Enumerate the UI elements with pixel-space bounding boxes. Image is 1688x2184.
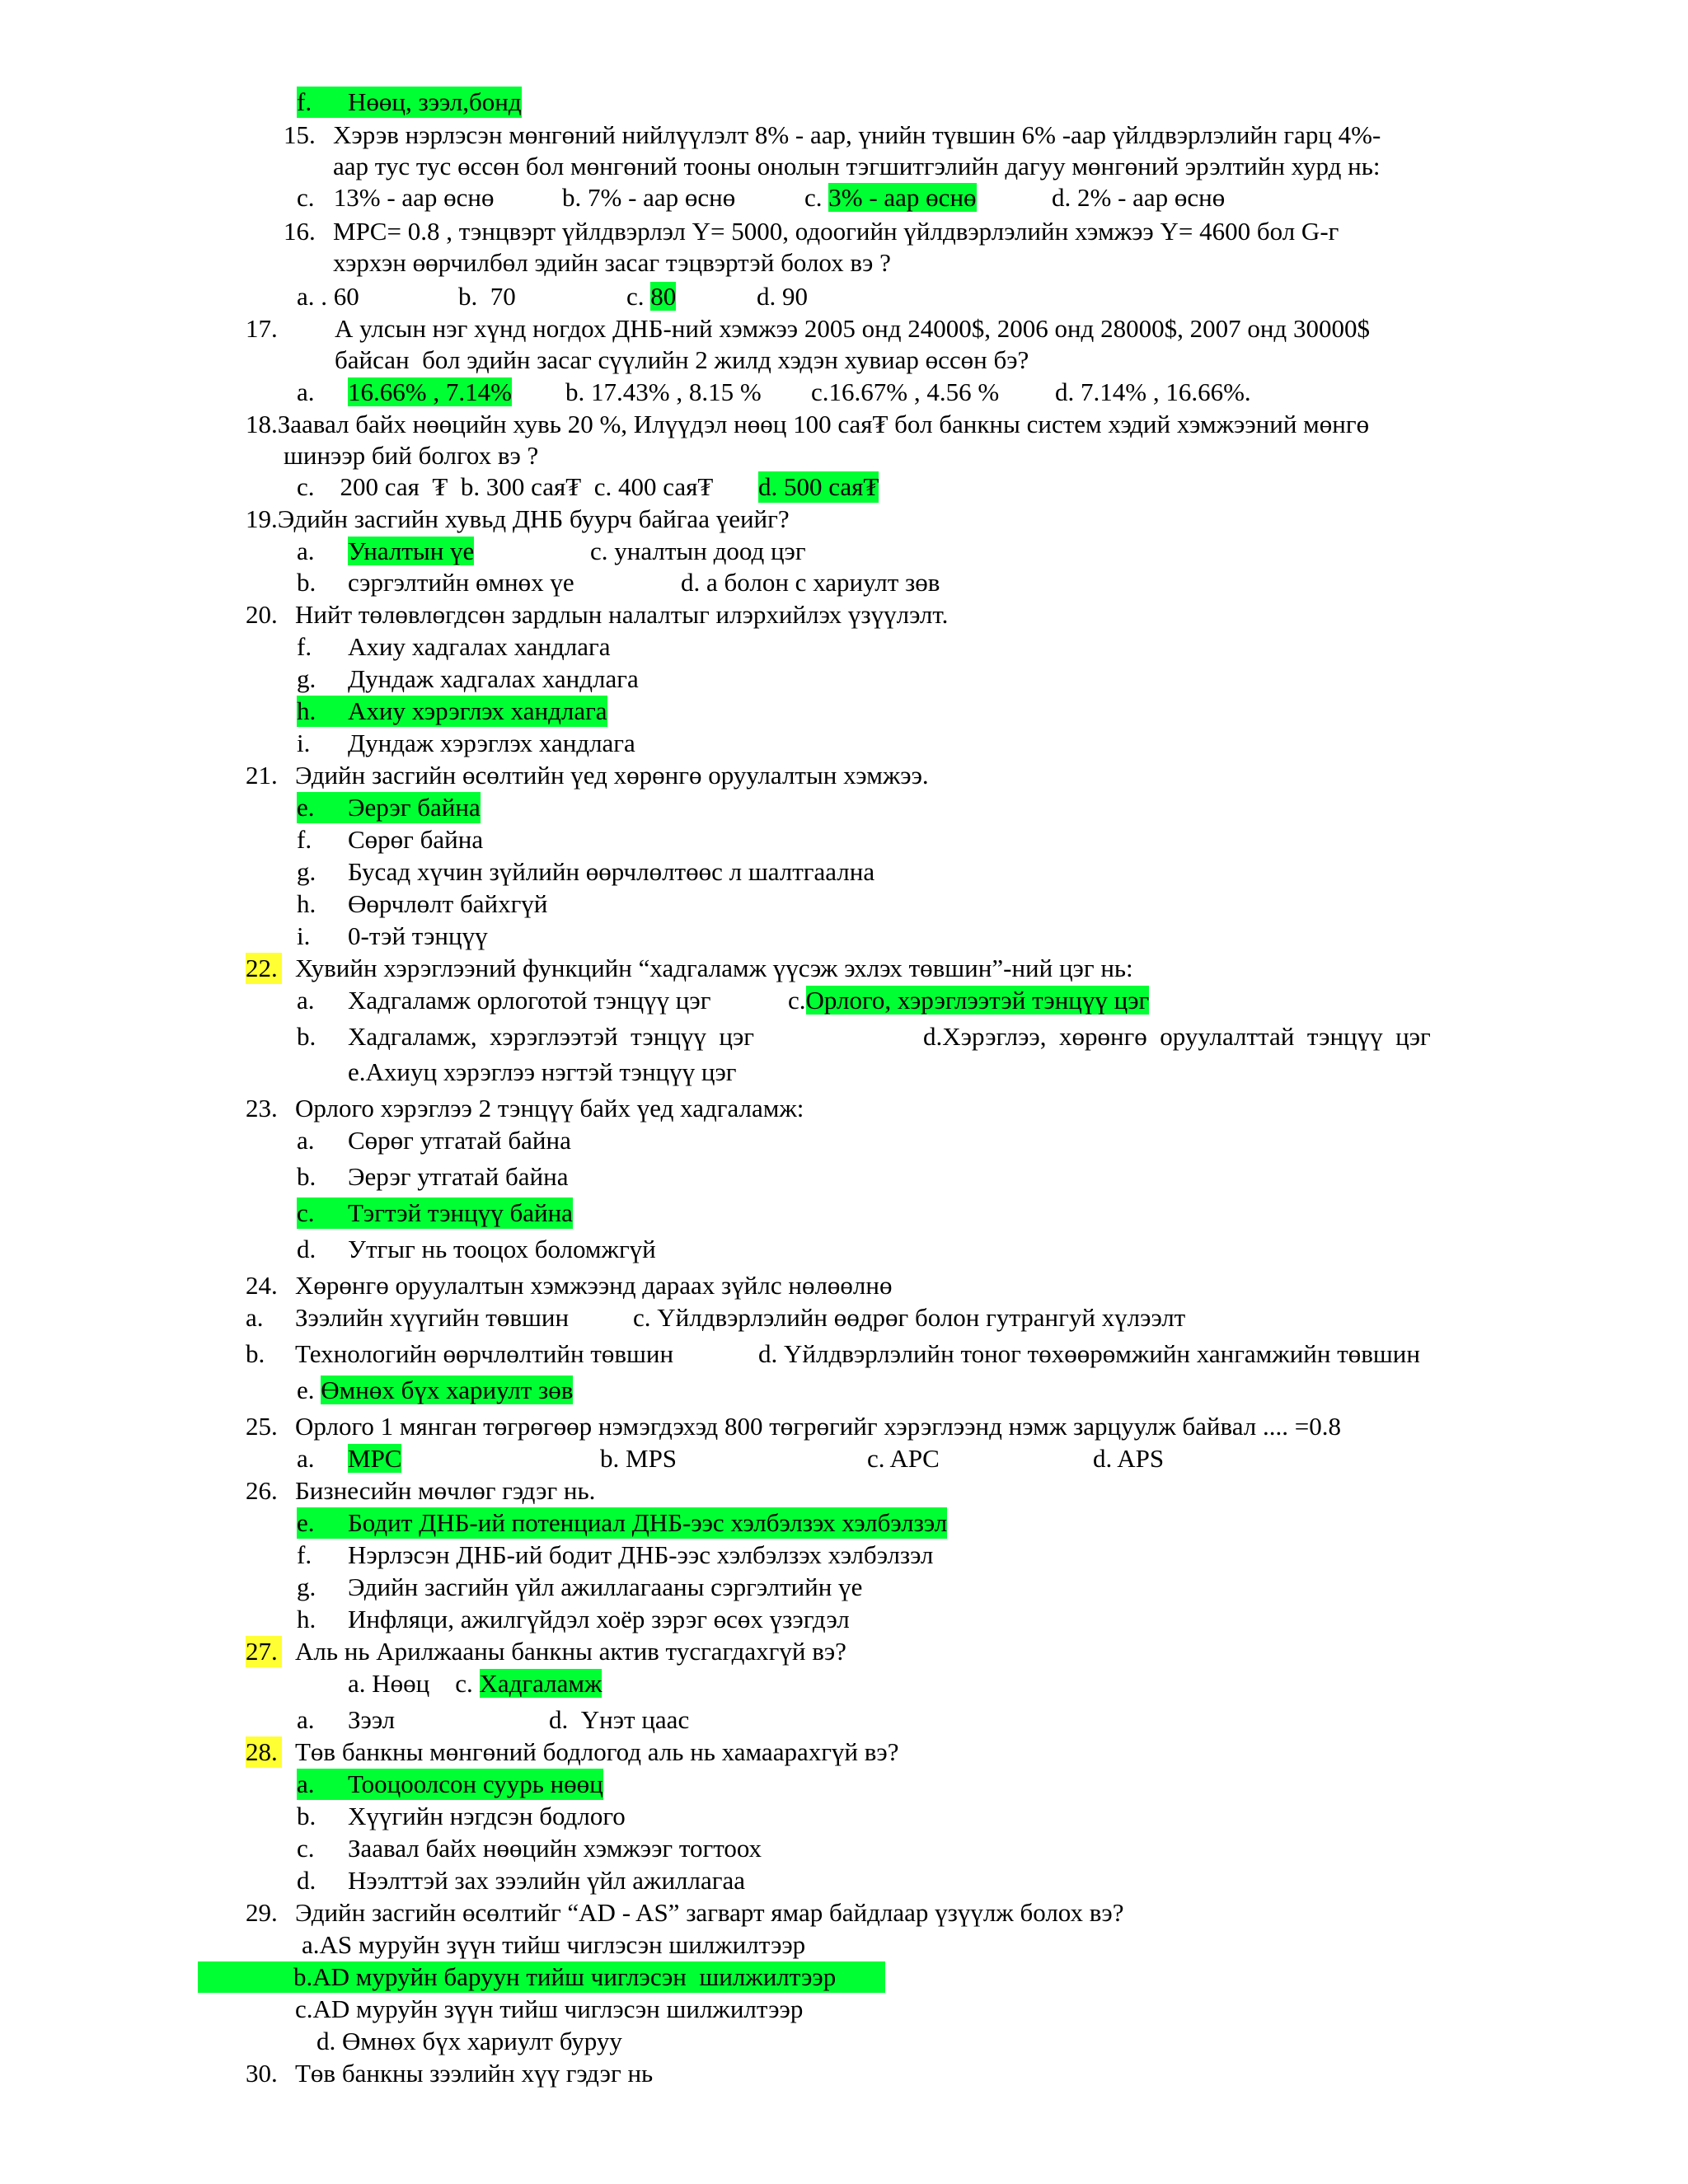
q19-option-a <box>297 536 474 567</box>
option-text-highlight: Хадгаламж <box>479 1669 603 1698</box>
q22-option-b <box>297 1021 754 1052</box>
question-21 <box>246 760 929 791</box>
q20-option-g <box>297 663 639 695</box>
option-text: Эерэг байна <box>348 793 481 822</box>
option-text: Сөрөг утгатай байна <box>348 1126 571 1155</box>
option-text: сэргэлтийн өмнөх үе <box>348 568 574 597</box>
option-letter: f. <box>297 632 312 661</box>
question-text: Хөрөнгө оруулалтын хэмжээнд дараах зүйлс нөлөөлнө <box>295 1271 893 1300</box>
q28-option-d <box>297 1865 745 1896</box>
question-29 <box>246 1897 1124 1929</box>
question-text: Төв банкны зээлийн хүү гэдэг нь <box>295 2059 654 2088</box>
option-letter: a. <box>297 1126 315 1155</box>
question-number: 19. <box>246 504 278 533</box>
q21-option-h <box>297 888 547 920</box>
q16-option-d: d. 90 <box>757 282 808 311</box>
option-letter: b. <box>246 1339 265 1368</box>
q27-option-a <box>297 1704 395 1736</box>
q24-option-a <box>246 1302 569 1333</box>
option-text: Тооцоолсон суурь нөөц <box>348 1769 603 1798</box>
question-25 <box>246 1411 1341 1442</box>
q21-option-g <box>297 856 874 888</box>
option-letter: g. <box>297 857 316 886</box>
option-letter: b. <box>297 568 316 597</box>
option-text: Бусад хүчин зүйлийн өөрчлөлтөөс л шалтгаална <box>348 857 875 886</box>
q19-option-d: d. а болон с хариулт зөв <box>681 568 940 597</box>
q23-option-c <box>297 1197 573 1229</box>
option-letter: b. <box>297 1022 316 1051</box>
q18-option-d: d. 500 сая₮ <box>758 472 879 501</box>
question-28 <box>246 1736 898 1768</box>
q15-option-b: b. 7% - аар өснө <box>562 183 736 212</box>
q29-option-a: a.AS муруйн зүүн тийш чиглэсэн шилжилтээр <box>302 1930 806 1959</box>
question-17 <box>246 313 1370 344</box>
q21-option-e <box>297 792 481 823</box>
q22-option-e: e.Ахиуц хэрэглээ нэгтэй тэнцүү цэг <box>348 1057 737 1086</box>
q17-option-a <box>297 377 512 408</box>
option-letter: e. <box>297 1508 315 1537</box>
question-number: 16. <box>284 217 316 246</box>
option-letter: a. <box>297 986 315 1015</box>
q27-option-d: d. Үнэт цаас <box>549 1705 690 1734</box>
question-number-highlight: 28. <box>246 1736 282 1768</box>
question-text: Эдийн засгийн хувьд ДНБ буурч байгаа үеийг? <box>277 504 790 533</box>
question-22 <box>246 953 1133 984</box>
question-26 <box>246 1475 595 1507</box>
option-letter: c. <box>297 1834 315 1863</box>
q16-option-a: a. . 60 <box>297 282 359 311</box>
q16-option-b: b. 70 <box>458 282 516 311</box>
question-number: 23. <box>246 1094 278 1122</box>
question-number: 29. <box>246 1898 278 1927</box>
question-23 <box>246 1093 804 1124</box>
question-number: 15. <box>284 120 316 149</box>
q20-option-f <box>297 631 611 663</box>
question-number: 24. <box>246 1271 278 1300</box>
question-number: 26. <box>246 1476 278 1505</box>
option-text: b.AD муруйн баруун тийш чиглэсэн шилжилтээр <box>293 1962 837 1991</box>
option-text: Утгыг нь тооцох боломжгүй <box>348 1235 656 1263</box>
q26-option-f <box>297 1540 933 1571</box>
option-text: a. Нөөц c. <box>348 1669 473 1698</box>
option-letter: f. <box>297 825 312 854</box>
question-16 <box>284 216 1339 247</box>
q24-option-b <box>246 1338 673 1370</box>
option-letter: i. <box>297 921 311 950</box>
option-letter: c. <box>297 1198 315 1227</box>
question-15-line2: аар тус тус өссөн бол мөнгөний тооны онолын тэгшитгэлийн дагуу мөнгөний эрэлтийн хурд нь: <box>333 152 1381 180</box>
q25-option-c: c. APC <box>867 1444 940 1473</box>
option-letter: h. <box>297 696 316 725</box>
question-30 <box>246 2058 653 2089</box>
question-text: Эдийн засгийн өсөлтийг “AD - AS” загварт ямар байдлаар үзүүлж болох вэ? <box>295 1898 1124 1927</box>
option-letter: f. <box>297 87 312 116</box>
option-letter: i. <box>297 729 311 757</box>
option-text: Дундаж хадгалах хандлага <box>348 664 639 693</box>
option-letter: f. <box>297 1540 312 1569</box>
option-text: Зээл <box>348 1705 396 1734</box>
question-number: 20. <box>246 600 278 629</box>
option-text: Бодит ДНБ-ий потенциал ДНБ-ээс хэлбэлзэх хэлбэлзэл <box>348 1508 948 1537</box>
option-letter: c. <box>804 183 823 212</box>
question-text: Аль нь Арилжааны банкны актив тусгагдахгүй вэ? <box>295 1637 846 1666</box>
option-letter: c. <box>788 986 806 1015</box>
q21-option-i <box>297 921 488 952</box>
q22-option-a <box>297 985 710 1016</box>
q14-option-f <box>297 87 522 118</box>
q22-option-d: d.Хэрэглээ, хөрөнгө оруулалттай тэнцүү цэг <box>923 1022 1431 1051</box>
q17-option-c: c.16.67% , 4.56 % <box>811 377 1000 406</box>
q17-option-b: b. 17.43% , 8.15 % <box>565 377 762 406</box>
option-text-highlight: MPC <box>348 1444 402 1473</box>
q15-option-d: d. 2% - аар өснө <box>1052 183 1226 212</box>
q24-option-e <box>297 1375 573 1406</box>
option-text-highlight: 3% - аар өснө <box>828 183 977 212</box>
option-text: Тэгтэй тэнцүү байна <box>348 1198 573 1227</box>
option-text-highlight: 80 <box>650 282 677 311</box>
q22-option-c <box>788 985 1149 1016</box>
question-text: MPC= 0.8 , тэнцвэрт үйлдвэрлэл Y= 5000, одоогийн үйлдвэрлэлийн хэмжээ Y= 4600 бол G-г <box>333 217 1339 246</box>
option-letter: d. <box>297 1235 316 1263</box>
question-number-highlight: 27. <box>246 1636 282 1667</box>
option-text: Эерэг утгатай байна <box>348 1162 569 1191</box>
question-15 <box>284 120 1381 151</box>
option-text: Ахиу хэрэглэх хандлага <box>348 696 607 725</box>
option-letter: a. <box>297 1705 315 1734</box>
option-text: Заавал байх нөөцийн хэмжээг тогтоох <box>348 1834 762 1863</box>
option-text: Хадгаламж, хэрэглээтэй тэнцүү цэг <box>348 1022 755 1051</box>
q16-option-c <box>626 281 676 312</box>
question-text: Бизнесийн мөчлөг гэдэг нь. <box>295 1476 596 1505</box>
question-16-line2: хэрхэн өөрчилбөл эдийн засаг тэцвэртэй болох вэ ? <box>333 248 891 277</box>
q28-option-c <box>297 1833 762 1864</box>
question-27 <box>246 1636 846 1667</box>
question-text: Орлого 1 мянган төгрөгөөр нэмэгдэхэд 800 төгрөгийг хэрэглээнд нэмж зарцуулж байвал .... =0.8 <box>295 1412 1341 1441</box>
q24-option-d: d. Үйлдвэрлэлийн тоног төхөөрөмжийн хангамжийн төвшин <box>758 1339 1420 1368</box>
option-text: Өөрчлөлт байхгүй <box>348 889 548 918</box>
option-text-highlight: Өмнөх бүх хариулт зөв <box>321 1376 574 1404</box>
question-18-line2: шинээр бий болгох вэ ? <box>284 441 539 470</box>
q29-option-c: c.AD муруйн зүүн тийш чиглэсэн шилжилтээр <box>295 1994 804 2023</box>
q21-option-f <box>297 824 483 855</box>
question-number: 25. <box>246 1412 278 1441</box>
question-text: Заавал байх нөөцийн хувь 20 %, Илүүдэл нөөц 100 сая₮ бол банкны систем хэдий хэмжээний мөнгө <box>277 410 1370 438</box>
option-text: Хадгаламж орлоготой тэнцүү цэг <box>348 986 711 1015</box>
option-letter: g. <box>297 664 316 693</box>
option-letter: e. <box>297 1376 315 1404</box>
option-text: Ахиу хадгалах хандлага <box>348 632 611 661</box>
option-text: Нээлттэй зах зээлийн үйл ажиллагаа <box>348 1866 745 1895</box>
q23-option-a <box>297 1125 571 1156</box>
q26-option-h <box>297 1604 850 1635</box>
q18-options-abc: c. 200 сая ₮ b. 300 сая₮ c. 400 сая₮ <box>297 472 714 501</box>
option-letter: a. <box>297 1444 315 1473</box>
option-text-highlight: Уналтын үе <box>348 537 475 565</box>
q23-option-d <box>297 1234 656 1265</box>
option-text: Инфляци, ажилгүйдэл хоёр зэрэг өсөх үзэгдэл <box>348 1605 850 1633</box>
option-letter: d. <box>297 1866 316 1895</box>
q25-option-d: d. APS <box>1093 1444 1165 1473</box>
q28-option-a <box>297 1769 603 1800</box>
q20-option-h <box>297 696 607 727</box>
q15-option-a: c. 13% - аар өснө <box>297 183 495 212</box>
question-text: Төв банкны мөнгөний бодлогод аль нь хамаарахгүй вэ? <box>295 1737 899 1766</box>
option-text: Дундаж хэрэглэх хандлага <box>348 729 635 757</box>
q25-option-a <box>297 1443 401 1474</box>
option-text: Хүүгийн нэгдсэн бодлого <box>348 1802 626 1830</box>
question-number: 21. <box>246 761 278 790</box>
option-letter: h. <box>297 889 316 918</box>
option-letter: a. <box>297 377 315 406</box>
q23-option-b <box>297 1161 568 1193</box>
question-text: Хэрэв нэрлэсэн мөнгөний нийлүүлэлт 8% - аар, үнийн түвшин 6% -аар үйлдвэрлэлийн гарц 4%- <box>333 120 1381 149</box>
question-number: 18. <box>246 410 278 438</box>
question-text: Орлого хэрэглээ 2 тэнцүү байх үед хадгаламж: <box>295 1094 804 1122</box>
q26-option-g <box>297 1572 862 1603</box>
question-number-highlight: 22. <box>246 953 282 984</box>
option-text: Нэрлэсэн ДНБ-ий бодит ДНБ-ээс хэлбэлзэх хэлбэлзэл <box>348 1540 934 1569</box>
question-number: 17. <box>246 314 278 343</box>
option-letter: a. <box>246 1303 264 1332</box>
q25-option-b: b. MPS <box>600 1444 678 1473</box>
question-24 <box>246 1270 892 1301</box>
q29-option-d: d. Өмнөх бүх хариулт буруу <box>316 2027 622 2055</box>
option-text: Сөрөг байна <box>348 825 484 854</box>
option-text-highlight: Орлого, хэрэглээтэй тэнцүү цэг <box>805 986 1150 1015</box>
option-text: 0-тэй тэнцүү <box>348 921 488 950</box>
question-19 <box>246 504 790 535</box>
q20-option-i <box>297 728 635 759</box>
q28-option-b <box>297 1801 626 1832</box>
option-text: Технологийн өөрчлөлтийн төвшин <box>295 1339 674 1368</box>
q27-options-ac <box>348 1668 602 1699</box>
option-text: Эдийн засгийн үйл ажиллагааны сэргэлтийн үе <box>348 1572 863 1601</box>
q15-option-c <box>804 182 977 213</box>
option-letter: b. <box>297 1802 316 1830</box>
question-text: Нийт төлөвлөгдсөн зардлын налалтыг илэрхийлэх үзүүлэлт. <box>295 600 949 629</box>
option-letter: e. <box>297 793 315 822</box>
question-number: 30. <box>246 2059 278 2088</box>
option-letter: b. <box>297 1162 316 1191</box>
question-18 <box>246 409 1369 440</box>
option-letter: a. <box>297 537 315 565</box>
option-text: Нөөц, зээл,бонд <box>348 87 522 116</box>
question-20 <box>246 599 948 630</box>
q24-option-c: c. Үйлдвэрлэлийн өөдрөг болон гутрангуй хүлээлт <box>633 1303 1186 1332</box>
option-letter: c. <box>626 282 645 311</box>
q26-option-e <box>297 1507 947 1539</box>
option-text-highlight: 16.66% , 7.14% <box>348 377 512 406</box>
q19-option-c: c. уналтын доод цэг <box>590 537 806 565</box>
question-17-line2: байсан бол эдийн засаг сүүлийн 2 жилд хэдэн хувиар өссөн бэ? <box>335 345 1029 374</box>
q17-option-d: d. 7.14% , 16.66%. <box>1055 377 1251 406</box>
question-text: А улсын нэг хүнд ногдох ДНБ-ний хэмжээ 2005 онд 24000$, 2006 онд 28000$, 2007 онд 30000$ <box>335 314 1370 343</box>
option-text: Зээлийн хүүгийн төвшин <box>295 1303 570 1332</box>
option-letter: g. <box>297 1572 316 1601</box>
question-text: Эдийн засгийн өсөлтийн үед хөрөнгө оруулалтын хэмжээ. <box>295 761 929 790</box>
option-letter: h. <box>297 1605 316 1633</box>
q29-option-b <box>198 1961 885 1993</box>
option-letter: a. <box>297 1769 315 1798</box>
question-text: Хувийн хэрэглээний функцийн “хадгаламж үүсэж эхлэх төвшин”-ний цэг нь: <box>295 954 1133 982</box>
q19-option-b <box>297 567 574 598</box>
